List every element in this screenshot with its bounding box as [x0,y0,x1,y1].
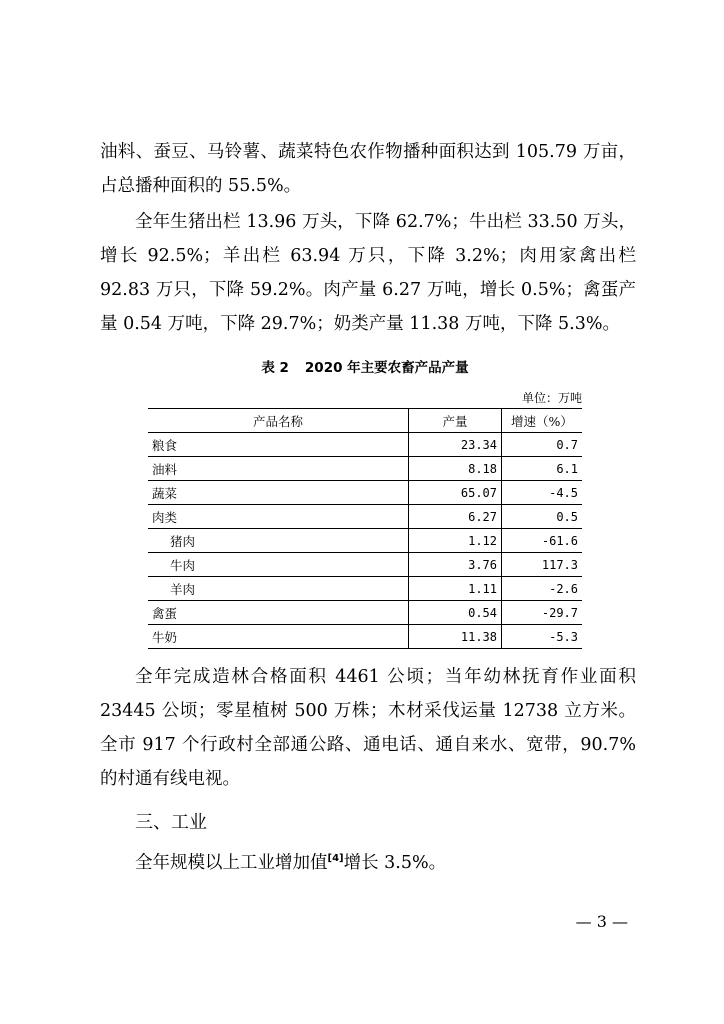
table-title-label: 表 2 [261,360,289,376]
header-output: 产量 [409,409,502,433]
row-growth: 0.5 [502,505,583,529]
table-row [148,433,582,457]
row-output: 65.07 [409,481,502,505]
table-title-text: 2020 年主要农畜产品产量 [304,360,469,376]
row-name: 牛奶 [148,625,409,649]
table-row [148,505,582,529]
row-growth: -61.6 [502,529,583,553]
paragraph-livestock: 全年生猪出栏 13.96 万头，下降 62.7%；牛出栏 33.50 万头，增长 92.5%；羊出栏 63.94 万只，下降 3.2%；肉用家禽出栏 92.83 万只，下降 59.2%。肉产量 6.27 万吨，增长 0.5%；禽蛋产量 0.54 万吨，下降 29.7%；奶类产量 11.38 万吨，下降 5.3%。 [100,212,636,334]
products-table [148,408,582,649]
table-row [148,481,582,505]
row-output: 0.54 [409,601,502,625]
row-growth: -4.5 [502,481,583,505]
paragraph-forestry-villages: 全年完成造林合格面积 4461 公顷；当年幼林抚育作业面积 23445 公顷；零星植树 500 万株；木材采伐运量 12738 立方米。全市 917 个行政村全部通公路、通电话、通自来水、宽带，90.7% 的村通有线电视。 [100,667,636,789]
paragraph-industry [100,842,636,880]
table-row [148,625,582,649]
row-growth: -5.3 [502,625,583,649]
row-growth: -2.6 [502,577,583,601]
row-name: 猪肉 [148,529,409,553]
row-output: 11.38 [409,625,502,649]
row-growth: 6.1 [502,457,583,481]
row-growth: 117.3 [502,553,583,577]
header-growth: 增速（%） [502,409,583,433]
row-growth: -29.7 [502,601,583,625]
row-output: 8.18 [409,457,502,481]
row-output: 3.76 [409,553,502,577]
row-name: 油料 [148,457,409,481]
paragraph-crop-area: 油料、蚕豆、马铃薯、蔬菜特色农作物播种面积达到 105.79 万亩，占总播种面积的 55.5%。 [100,142,636,196]
row-name: 蔬菜 [148,481,409,505]
table-header-row [148,409,582,433]
table-row [148,529,582,553]
table-row [148,601,582,625]
row-name: 禽蛋 [148,601,409,625]
header-product-name: 产品名称 [148,409,409,433]
table-title [148,356,582,376]
table-row [148,577,582,601]
industry-text-before: 全年规模以上工业增加值 [135,852,328,873]
row-name: 粮食 [148,433,409,457]
row-output: 1.11 [409,577,502,601]
industry-text-after: 增长 3.5%。 [343,852,447,873]
table-unit: 单位：万吨 [521,391,582,405]
row-output: 6.27 [409,505,502,529]
row-output: 23.34 [409,433,502,457]
row-name: 羊肉 [148,577,409,601]
row-output: 1.12 [409,529,502,553]
table-row [148,457,582,481]
table-row [148,553,582,577]
row-name: 牛肉 [148,553,409,577]
page-number: — 3 — [575,912,628,931]
row-name: 肉类 [148,505,409,529]
footnote-marker: [4] [327,853,344,864]
section-heading-industry: 三、工业 [135,812,207,833]
row-growth: 0.7 [502,433,583,457]
